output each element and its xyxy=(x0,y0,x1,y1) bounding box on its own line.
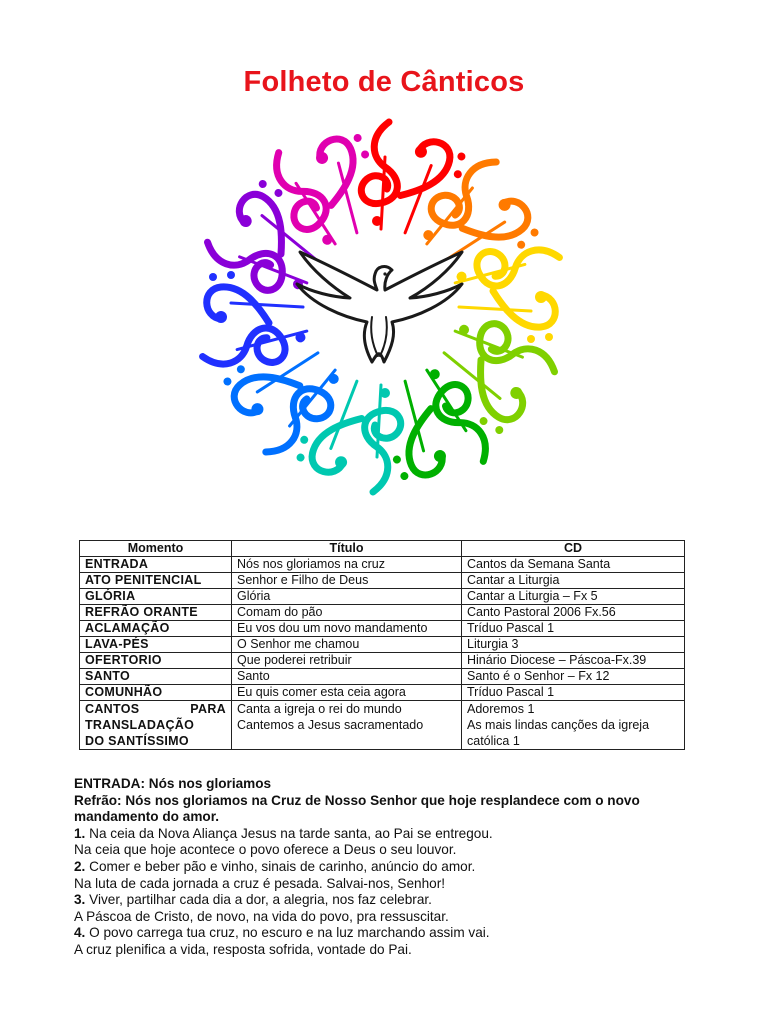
table-row xyxy=(80,669,685,685)
treble-clef-icon xyxy=(365,385,401,492)
cd-cell: Liturgia 3 xyxy=(462,637,685,653)
verse-line xyxy=(74,892,704,909)
titulo-text: Canta a igreja o rei do mundo xyxy=(237,702,402,716)
titulo-cell: Eu quis comer esta ceia agora xyxy=(232,685,462,701)
titulo-text: Cantemos a Jesus sacramentado xyxy=(237,718,424,732)
verse-text: Comer e beber pão e vinho, sinais de carinho, anúncio do amor. xyxy=(85,858,476,874)
moment-cell: OFERTORIO xyxy=(80,653,232,669)
table-row xyxy=(80,557,685,573)
table-row xyxy=(80,605,685,621)
program-table-body xyxy=(80,557,685,701)
cd-cell: Tríduo Pascal 1 xyxy=(462,685,685,701)
page-title: Folheto de Cânticos xyxy=(243,66,525,98)
verse-line: Na luta de cada jornada a cruz é pesada. Salvai-nos, Senhor! xyxy=(74,875,446,891)
cd-cell: Hinário Diocese – Páscoa-Fx.39 xyxy=(462,653,685,669)
program-table xyxy=(79,540,685,750)
titulo-cell: Nós nos gloriamos na cruz xyxy=(232,557,462,573)
moment-cell xyxy=(80,701,232,750)
moment-text: TRANSLADAÇÃO xyxy=(85,718,195,732)
verse-number: 2. xyxy=(74,858,86,874)
table-row xyxy=(80,589,685,605)
cd-cell: Tríduo Pascal 1 xyxy=(462,621,685,637)
moment-line xyxy=(85,701,226,717)
moment-cell: ENTRADA xyxy=(80,557,232,573)
verse-text: O povo carrega tua cruz, no escuro e na luz marchando assim vai. xyxy=(85,925,490,941)
titulo-cell: Eu vos dou um novo mandamento xyxy=(232,621,462,637)
moment-text: CANTOS xyxy=(85,702,140,716)
program-table-last-row-group xyxy=(80,701,685,750)
verse-text: Na ceia da Nova Aliança Jesus na tarde santa, ao Pai se entregou. xyxy=(85,825,493,841)
dove-icon xyxy=(297,252,462,362)
moment-cell: LAVA-PÉS xyxy=(80,637,232,653)
titulo-cell: Que poderei retribuir xyxy=(232,653,462,669)
verse-number: 3. xyxy=(74,892,86,908)
titulo-cell xyxy=(232,701,462,750)
column-header-cd: CD xyxy=(462,541,685,557)
moment-cell: ATO PENITENCIAL xyxy=(80,573,232,589)
titulo-cell: Senhor e Filho de Deus xyxy=(232,573,462,589)
table-row xyxy=(80,637,685,653)
table-row xyxy=(80,573,685,589)
column-header-titulo: Título xyxy=(232,541,462,557)
titulo-cell: Comam do pão xyxy=(232,605,462,621)
table-row xyxy=(80,701,685,750)
song-heading: ENTRADA: Nós nos gloriamos xyxy=(74,776,272,791)
verse-text: Viver, partilhar cada dia a dor, a alegria, nos faz celebrar. xyxy=(85,892,432,908)
verse-number: 4. xyxy=(74,925,86,941)
table-row xyxy=(80,621,685,637)
verse-line: A cruz plenifica a vida, resposta sofrida, vontade do Pai. xyxy=(74,941,412,957)
treble-clef-icon xyxy=(200,316,313,383)
cd-cell: Cantos da Semana Santa xyxy=(462,557,685,573)
verse-line: A Páscoa de Cristo, de novo, na vida do povo, pra ressuscitar. xyxy=(74,908,449,924)
song-refrain: Refrão: Nós nos gloriamos na Cruz de Nosso Senhor que hoje resplandece com o novo mandamento do amor. xyxy=(74,792,640,825)
moment-text: PARA xyxy=(190,702,226,716)
cd-cell: Santo é o Senhor – Fx 12 xyxy=(462,669,685,685)
table-row xyxy=(80,653,685,669)
verse-number: 1. xyxy=(74,825,86,841)
table-header-row xyxy=(80,541,685,557)
lyrics-section xyxy=(74,776,704,959)
cd-cell: Cantar a Liturgia – Fx 5 xyxy=(462,589,685,605)
verse-line xyxy=(74,859,704,876)
cd-text: As mais lindas canções da igreja católica 1 xyxy=(467,718,650,748)
table-row xyxy=(80,685,685,701)
column-header-momento: Momento xyxy=(80,541,232,557)
titulo-cell: Santo xyxy=(232,669,462,685)
music-clef-wreath-emblem xyxy=(172,112,590,507)
verse-line: Na ceia que hoje acontece o povo oferece a Deus o seu louvor. xyxy=(74,842,457,858)
moment-cell: GLÓRIA xyxy=(80,589,232,605)
cd-cell xyxy=(462,701,685,750)
moment-cell: ACLAMAÇÃO xyxy=(80,621,232,637)
cd-cell: Canto Pastoral 2006 Fx.56 xyxy=(462,605,685,621)
cd-cell: Cantar a Liturgia xyxy=(462,573,685,589)
moment-cell: COMUNHÃO xyxy=(80,685,232,701)
treble-clef-icon xyxy=(361,122,397,229)
moment-cell: SANTO xyxy=(80,669,232,685)
titulo-cell: Glória xyxy=(232,589,462,605)
verse-line xyxy=(74,826,704,843)
moment-cell: REFRÃO ORANTE xyxy=(80,605,232,621)
verses-list xyxy=(74,826,704,959)
verse-line xyxy=(74,925,704,942)
moment-text: DO SANTÍSSIMO xyxy=(85,734,189,748)
treble-clef-icon xyxy=(449,231,562,298)
cd-text: Adoremos 1 xyxy=(467,702,535,716)
titulo-cell: O Senhor me chamou xyxy=(232,637,462,653)
